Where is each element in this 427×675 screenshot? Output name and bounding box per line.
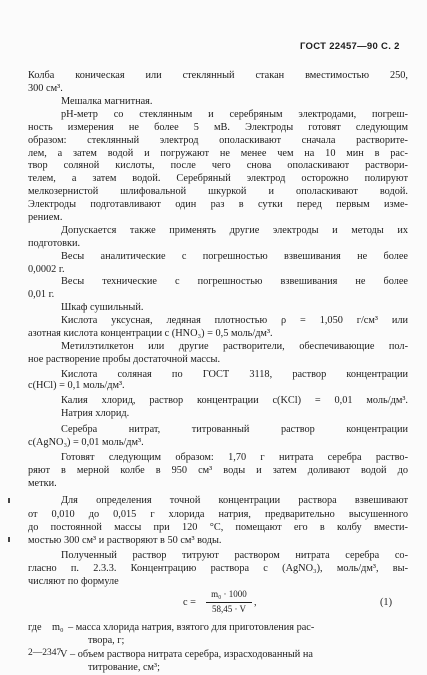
page-header: ГОСТ 22457—90 С. 2 [300,41,400,52]
text-line: Весы технические с погрешностью взвешивания не более [61,276,408,288]
text-line: Метилэтилкетон или другие растворители, обеспечивающие пол- [61,340,408,352]
text-line: 0,0002 г. [28,263,65,275]
text-line: подготовки. [28,237,81,249]
text-line: Допускается также применять другие электроды и методы их [61,224,408,236]
text-line: c(HCl) = 0,1 моль/дм³. [28,380,125,392]
text-line: азотная кислота концентрации c (HNO₃) = 0,5 моль/дм³. [28,327,273,339]
formula-1 [180,589,410,619]
formula-comma: , [254,597,257,609]
formula-denominator: 58,45 · V [211,604,247,615]
text-line: мелкозернистой шлифовальной шкуркой и ополаскивают водой. [28,186,408,198]
text-line: мостью 300 см³ и растворяют в 50 см³ воды. [28,535,222,547]
text-line: Кислота соляная по ГОСТ 3118, раствор концентрации [61,368,408,380]
text-line: числяют по формуле [28,576,119,588]
legend-m0-text: – масса хлорида натрия, взятого для приготовления рас- [68,622,315,634]
page-footer-signature: 2—2347 [28,648,62,658]
text-line: Колба коническая или стеклянный стакан вместимостью 250, [28,70,408,82]
text-line: от 0,010 до 0,015 г хлорида натрия, предварительно высушенного [28,508,408,520]
text-line: Шкаф сушильный. [61,302,144,314]
text-line: гласно п. 2.3.3. Концентрацию раствора c (AgNO₃), моль/дм³, вы- [28,563,408,575]
text-line: 0,01 г. [28,289,55,301]
text-line: Натрия хлорид. [61,408,130,420]
text-line: Полученный раствор титруют раствором нитрата серебра со- [61,550,408,562]
text-line: 300 см³. [28,83,63,95]
text-line: лем, а затем водой и погружают не менее чем на 10 мин в рас- [28,147,408,159]
formula-number: (1) [380,597,393,609]
text-line: ряют в мерной колбе в 950 см³ воды и затем доливают водой до [28,465,408,477]
formula-numerator: m₀ · 1000 [211,589,247,600]
formula-lhs: c = [183,597,196,609]
legend-where: где [28,622,42,634]
text-line: Весы аналитические с погрешностью взвешивания не более [61,250,408,262]
margin-mark [8,498,10,503]
text-line: ность измерения не более 5 мВ. Электроды готовят следующим [28,121,408,133]
legend-v-text: – объем раствора нитрата серебра, израсходованный на [70,649,313,661]
text-line: Готовят следующим образом: 1,70 г нитрата серебра раство- [61,452,408,464]
text-line: метки. [28,478,57,490]
text-line: Кислота уксусная, ледяная плотностью ρ = 1,050 г/см³ или [61,315,408,327]
text-line: твор соляной кислоты, после чего снова ополаскивают раствори- [28,160,408,172]
fraction-bar [206,602,252,603]
text-line: Калия хлорид, раствор концентрации c(KCl) = 0,01 моль/дм³. [61,395,408,407]
text-line: образом: стеклянный электрод ополаскивают сначала растворите- [28,134,408,146]
legend-v-text-cont: титрование, см³; [88,662,161,674]
text-line: Мешалка магнитная. [61,96,153,108]
text-line: Для определения точной концентрации раствора взвешивают [61,495,408,507]
margin-mark [8,537,10,542]
legend-v-symbol: V [60,649,68,661]
text-line: Серебра нитрат, титрованный раствор концентрации [61,423,408,435]
text-line: до постоянной массы при 120 °С, помещают его в колбу вмести- [28,521,408,533]
text-line: рением. [28,212,63,223]
text-line: Электроды подготавливают один раз в сутки перед первым изме- [28,199,408,211]
text-line: ное растворение пробы достаточной массы. [28,353,221,365]
text-line: рН-метр со стеклянным и серебряным электродами, погреш- [61,108,408,120]
text-line: c(AgNO₃) = 0,01 моль/дм³. [28,436,144,448]
legend-m0-symbol: m₀ [52,622,64,634]
legend-m0-text-cont: твора, г; [88,635,125,647]
text-line: телем, а затем водой. Серебряный электрод осторожно полируют [28,173,408,185]
